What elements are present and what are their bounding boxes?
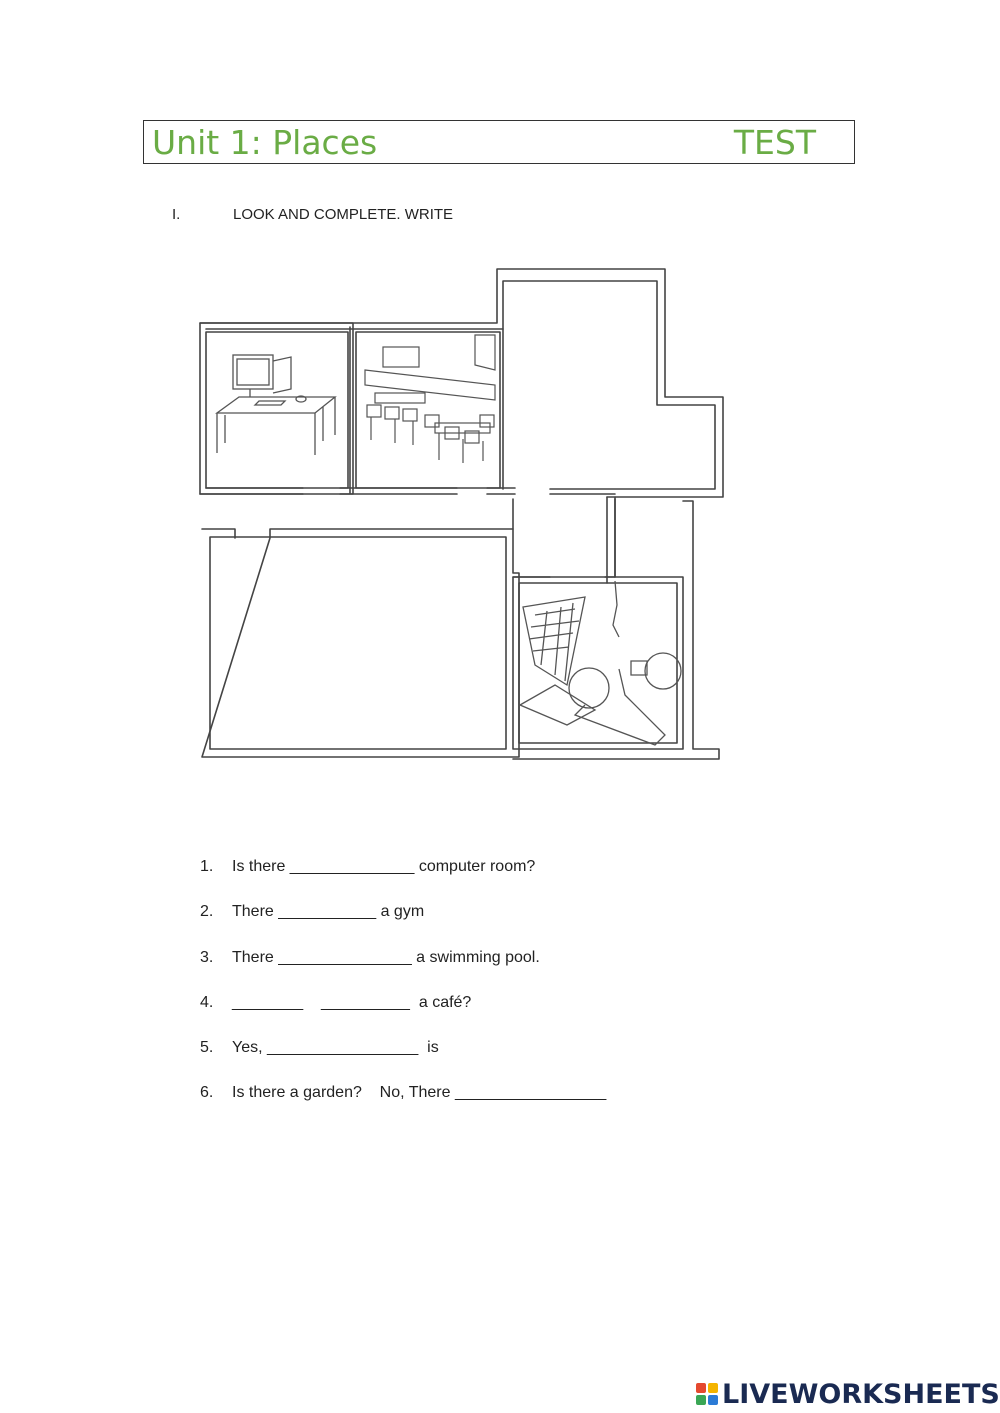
question-number: 2. [200,903,214,920]
question-text: Is there a garden? No, There _________________ [232,1084,607,1101]
question-text: There ___________ a gym [232,903,425,920]
logo-square [696,1395,706,1405]
question-text: ________ __________ a café? [232,994,472,1011]
question-number: 5. [200,1039,214,1056]
cafe-tables-icon [365,335,495,463]
question-text: Is there ______________ computer room? [232,858,536,875]
question-number: 1. [200,858,214,875]
cafe-room [356,332,500,488]
question-text: There _______________ a swimming pool. [232,949,540,966]
title-box [143,120,855,164]
logo-square [708,1395,718,1405]
question-number: 3. [200,949,214,966]
question-number: 6. [200,1084,214,1101]
empty-room [210,537,506,749]
section-number: I. [172,206,181,223]
unit-title: Unit 1: Places [152,123,378,162]
logo-square [708,1383,718,1393]
computer-room [206,332,348,488]
liveworksheets-logo-icon [696,1383,718,1405]
liveworksheets-logo[interactable] [696,1377,1000,1411]
brand-name: LIVEWORKSHEETS [722,1378,1000,1410]
logo-square [696,1383,706,1393]
question-number: 4. [200,994,214,1011]
question-text: Yes, _________________ is [232,1039,439,1056]
test-label: TEST [733,123,816,162]
section-instruction: LOOK AND COMPLETE. WRITE [233,206,454,223]
computer-desk-icon [217,355,335,455]
floor-plan [195,265,730,790]
gym-equipment-icon [520,581,681,745]
